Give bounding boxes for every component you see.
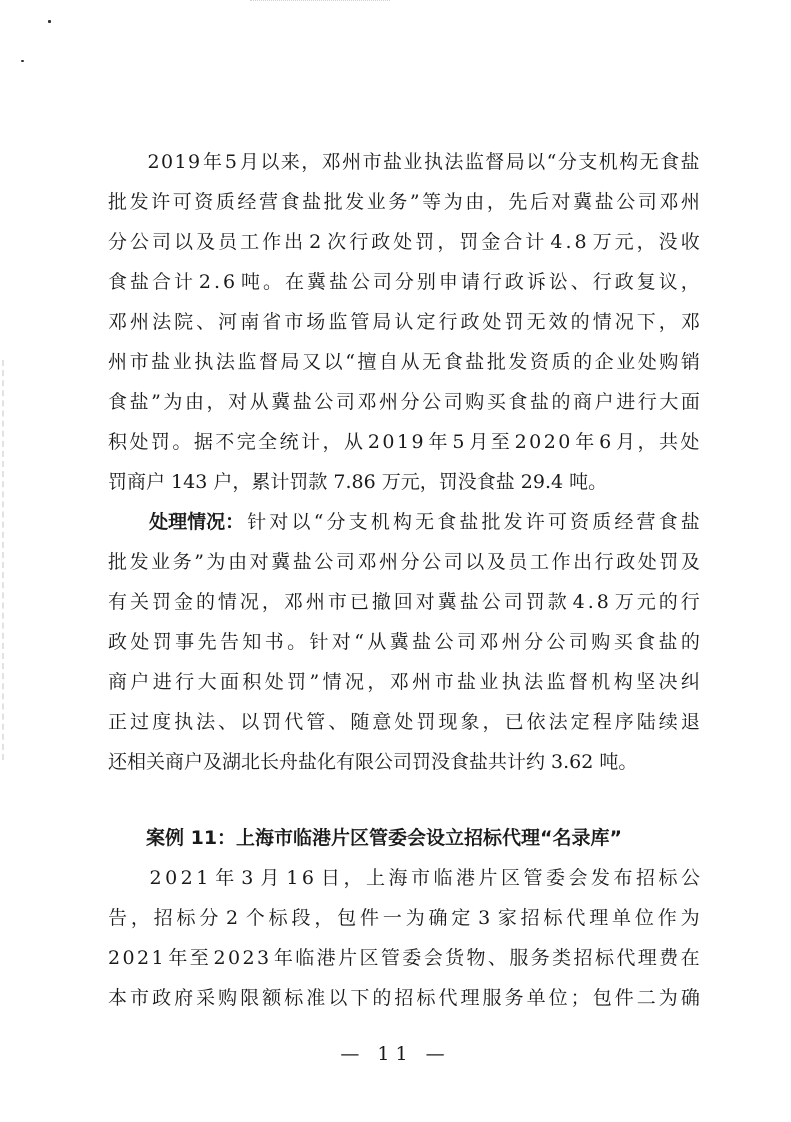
paragraph <box>108 858 700 1018</box>
scan-speck <box>21 60 24 62</box>
text-line: 积 处 罚 。 据 不 完 全 统 计 ， 从 2 0 1 9 年 5 月 至 2 0 2 0 年 6 月 ， 共 处 <box>108 431 700 453</box>
text-line: 州 市 盐 业 执 法 监 督 局 又 以 “ 擅 自 从 无 食 盐 批 发 资 质 的 企 业 处 购 销 <box>108 351 700 373</box>
paragraph <box>108 502 700 782</box>
text-line: 告 ， 招 标 分 2 个 标 段 ， 包 件 一 为 确 定 3 家 招 标 代 理 单 位 作 为 <box>108 907 700 929</box>
scan-speck <box>48 20 51 23</box>
text-line: 2 0 2 1 年 3 月 1 6 日 ， 上 海 市 临 港 片 区 管 委 会 发 布 招 标 公 <box>149 867 700 889</box>
text-line: 处理情况： 针 对 以 “ 分 支 机 构 无 食 盐 批 发 许 可 资 质 经 营 食 盐 <box>108 502 700 542</box>
paragraph <box>108 142 700 502</box>
text-line: 批 发 业 务 ” 为 由 对 冀 盐 公 司 邓 州 分 公 司 以 及 员 工 作 出 行 政 处 罚 及 <box>108 551 700 573</box>
text-line: 有 关 罚 金 的 情 况 ， 邓 州 市 已 撤 回 对 冀 盐 公 司 罚 款 4 . 8 万 元 的 行 <box>108 591 700 613</box>
text-line: 本 市 政 府 采 购 限 额 标 准 以 下 的 招 标 代 理 服 务 单 位 ； 包 件 二 为 确 <box>108 987 700 1009</box>
text-line: 罚商户 143 户，累计罚款 7.86 万元，罚没食盐 29.4 吨。 <box>108 471 608 493</box>
text-line: 邓 州 法 院 、 河 南 省 市 场 监 管 局 认 定 行 政 处 罚 无 效 的 情 况 下 ， 邓 <box>108 311 700 333</box>
text-line: 正 过 度 执 法 、 以 罚 代 管 、 随 意 处 罚 现 象 ， 已 依 法 定 程 序 陆 续 退 <box>108 711 700 733</box>
text-line: 2 0 2 1 年 至 2 0 2 3 年 临 港 片 区 管 委 会 货 物 、 服 务 类 招 标 代 理 费 在 <box>108 947 700 969</box>
text-line: 食 盐 合 计 2 . 6 吨 。 在 冀 盐 公 司 分 别 申 请 行 政 诉 讼 、 行 政 复 议 ， <box>108 271 700 293</box>
text-line: 食 盐 ” 为 由 ， 对 从 冀 盐 公 司 邓 州 分 公 司 购 买 食 盐 的 商 户 进 行 大 面 <box>108 391 700 413</box>
page-number: — 11 — <box>340 1043 451 1065</box>
text-line: 分 公 司 以 及 员 工 作 出 2 次 行 政 处 罚 ， 罚 金 合 计 4 . 8 万 元 ， 没 收 <box>108 231 700 253</box>
text-line: 2 0 1 9 年 5 月 以 来 ， 邓 州 市 盐 业 执 法 监 督 局 以 “ 分 支 机 构 无 食 盐 <box>147 151 700 173</box>
text-line: 政 处 罚 事 先 告 知 书 。 针 对 “ 从 冀 盐 公 司 邓 州 分 公 司 购 买 食 盐 的 <box>108 631 700 653</box>
scan-edge <box>2 360 6 760</box>
scan-artifact <box>250 0 390 7</box>
lead-label: 处理情况： <box>149 511 245 533</box>
text-line: 商 户 进 行 大 面 积 处 罚 ” 情 况 ， 邓 州 市 盐 业 执 法 监 督 机 构 坚 决 纠 <box>108 671 700 693</box>
text-line: 还相关商户及湖北长舟盐化有限公司罚没食盐共计约 3.62 吨。 <box>108 751 638 773</box>
text-line: 批 发 许 可 资 质 经 营 食 盐 批 发 业 务 ” 等 为 由 ， 先 后 对 冀 盐 公 司 邓 州 <box>108 191 700 213</box>
case-heading: 案例 11：上海市临港片区管委会设立招标代理“名录库” <box>146 827 623 849</box>
body-text <box>108 142 700 1018</box>
